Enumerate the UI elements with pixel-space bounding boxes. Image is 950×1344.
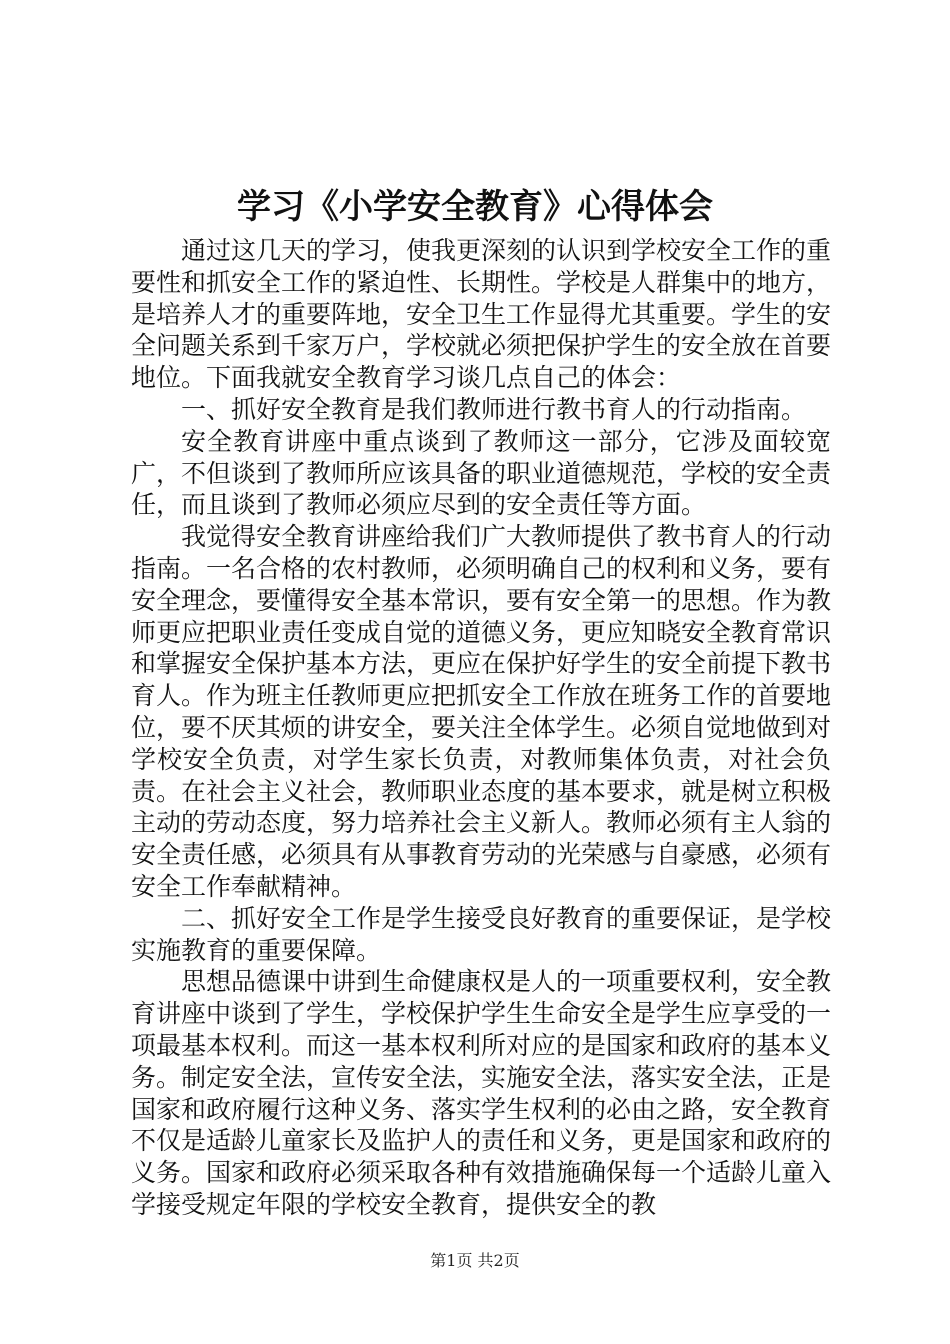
- paragraph: 思想品德课中讲到生命健康权是人的一项重要权利，安全教育讲座中谈到了学生，学校保护学生生命安全是学生应享受的一项最基本权利。而这一基本权利所对应的是国家和政府的基本义务。制定安全法，宣传安全法，实施安全法，落实安全法，正是国家和政府履行这种义务、落实学生权利的必由之路，安全教育不仅是适龄儿童家长及监护人的责任和义务，更是国家和政府的义务。国家和政府必须采取各种有效措施确保每一个适龄儿童入学接受规定年限的学校安全教育，提供安全的教: [131, 967, 832, 1219]
- paragraph: 安全教育讲座中重点谈到了教师这一部分，它涉及面较宽广，不但谈到了教师所应该具备的职业道德规范，学校的安全责任，而且谈到了教师必须应尽到的安全责任等方面。: [131, 426, 832, 520]
- document-title: 学习《小学安全教育》心得体会: [237, 187, 713, 227]
- section-heading: 一、抓好安全教育是我们教师进行教书育人的行动指南。: [181, 394, 807, 424]
- paragraph: 我觉得安全教育讲座给我们广大教师提供了教书育人的行动指南。一名合格的农村教师，必须明确自己的权利和义务，要有安全理念，要懂得安全基本常识，要有安全第一的思想。作为教师更应把职业责任变成自觉的道德义务，更应知晓安全教育常识和掌握安全保护基本方法，更应在保护好学生的安全前提下教书育人。作为班主任教师更应把抓安全工作放在班务工作的首要地位，要不厌其烦的讲安全，要关注全体学生。必须自觉地做到对学校安全负责，对学生家长负责，对教师集体负责，对社会负责。在社会主义社会，教师职业态度的基本要求，就是树立积极主动的劳动态度，努力培养社会主义新人。教师必须有主人翁的安全责任感，必须具有从事教育劳动的光荣感与自豪感，必须有安全工作奉献精神。: [131, 522, 832, 901]
- paragraph: 通过这几天的学习，使我更深刻的认识到学校安全工作的重要性和抓安全工作的紧迫性、长期性。学校是人群集中的地方，是培养人才的重要阵地，安全卫生工作显得尤其重要。学生的安全问题关系到千家万户，学校就必须把保护学生的安全放在首要地位。下面我就安全教育学习谈几点自己的体会：: [131, 236, 832, 393]
- document-body: [131, 235, 831, 1221]
- page-footer: 第1页 共2页: [430, 1251, 520, 1270]
- section-heading: 二、抓好安全工作是学生接受良好教育的重要保证，是学校实施教育的重要保障。: [131, 903, 832, 965]
